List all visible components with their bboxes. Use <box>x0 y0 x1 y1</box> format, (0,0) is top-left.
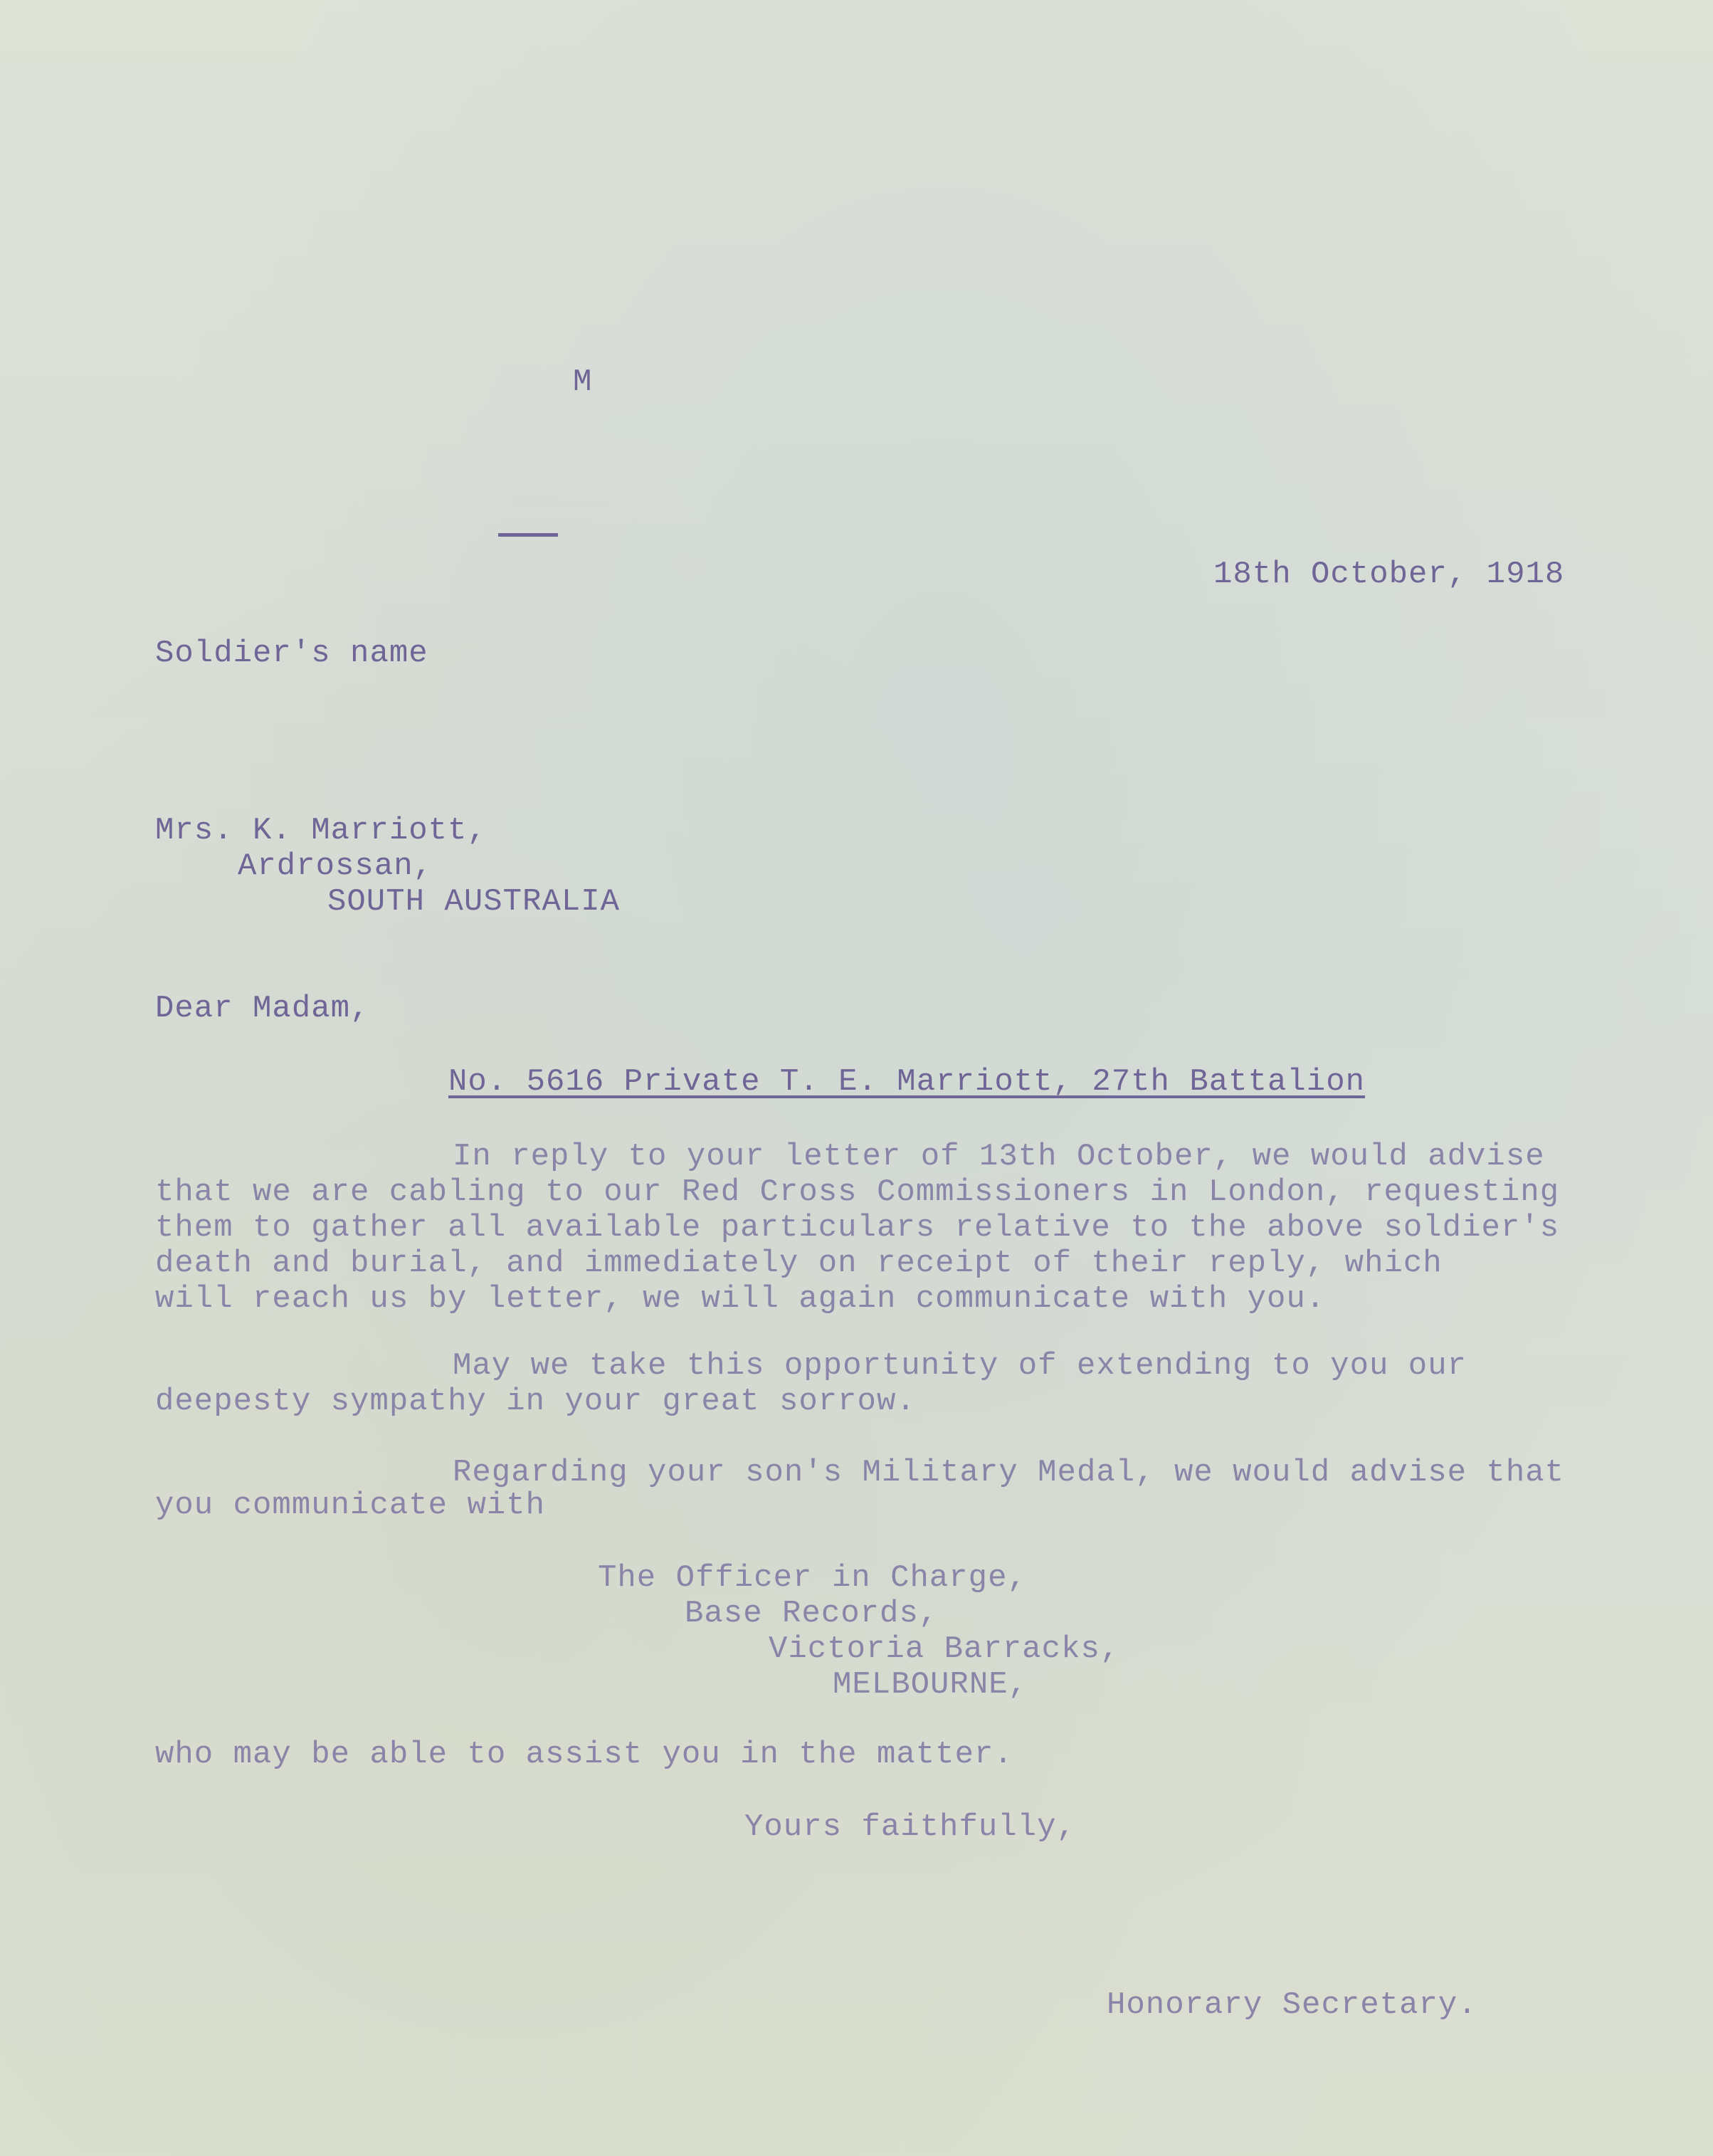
valediction: Yours faithfully, <box>744 1809 1076 1845</box>
closing-sentence: who may be able to assist you in the matter. <box>155 1737 1013 1772</box>
recipient-name: Mrs. K. Marriott, <box>155 813 487 848</box>
paragraph1-line3: them to gather all available particulars relative to the above soldier's <box>155 1210 1560 1246</box>
officer-line2: Base Records, <box>685 1596 939 1631</box>
recipient-state: SOUTH AUSTRALIA <box>327 884 621 920</box>
paragraph2-line2: deepesty sympathy in your great sorrow. <box>155 1384 916 1419</box>
salutation: Dear Madam, <box>155 991 370 1026</box>
subject-line: No. 5616 Private T. E. Marriott, 27th Battalion <box>448 1064 1366 1100</box>
letter-date: 18th October, 1918 <box>1213 557 1565 592</box>
paragraph2-line1: May we take this opportunity of extending to you our <box>453 1348 1467 1384</box>
recipient-town: Ardrossan, <box>238 848 433 884</box>
officer-line1: The Officer in Charge, <box>598 1560 1027 1596</box>
officer-line3: Victoria Barracks, <box>769 1631 1120 1667</box>
paragraph1-line4: death and burial, and immediately on receipt of their reply, which <box>155 1246 1443 1281</box>
paragraph1-line2: that we are cabling to our Red Cross Commissioners in London, requesting <box>155 1174 1560 1210</box>
signature-title: Honorary Secretary. <box>1107 1987 1477 2023</box>
paragraph1-line5: will reach us by letter, we will again communicate with you. <box>155 1281 1326 1317</box>
officer-line4: MELBOURNE, <box>833 1667 1028 1703</box>
paragraph3-line2: you communicate with <box>155 1488 546 1523</box>
paragraph3-line1: Regarding your son's Military Medal, we would advise that <box>453 1455 1565 1490</box>
file-dash <box>498 533 558 537</box>
paragraph1-line1: In reply to your letter of 13th October, we would advise <box>453 1139 1545 1174</box>
file-initial: M <box>573 364 593 400</box>
file-label: Soldier's name <box>155 636 428 671</box>
